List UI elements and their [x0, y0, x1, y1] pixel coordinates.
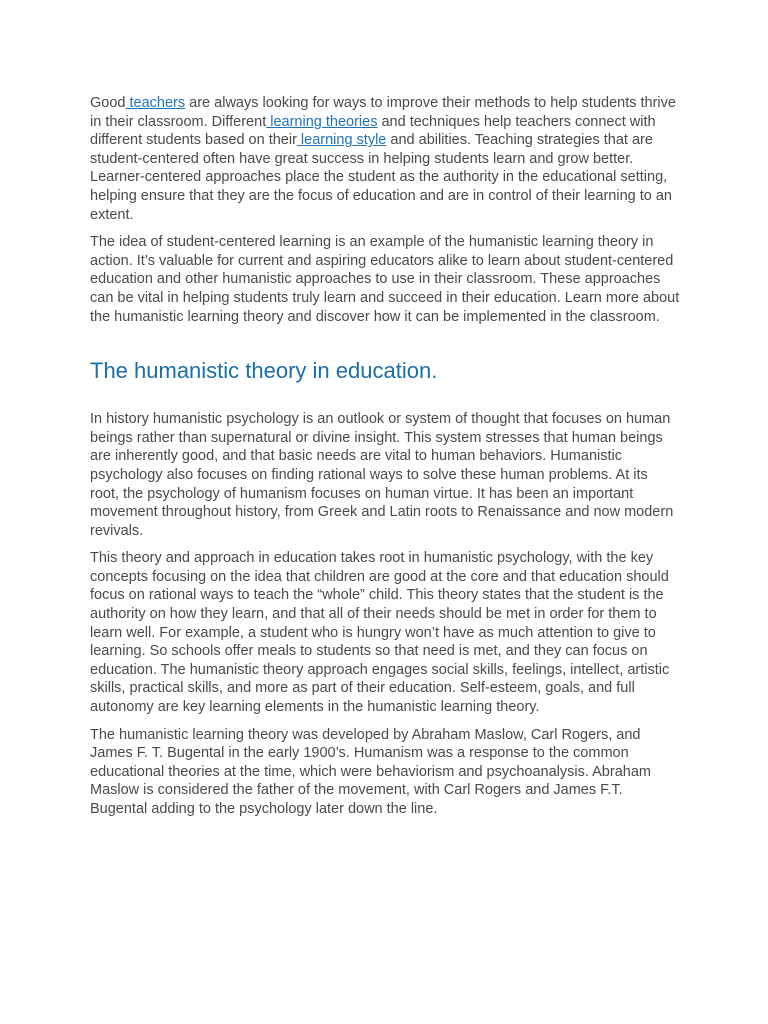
section-heading: The humanistic theory in education. — [90, 358, 438, 384]
teachers-link[interactable]: teachers — [125, 95, 186, 111]
intro-text-4: and abilities. Teaching strategies that are student-centered often have great success in helping students learn and grow better. Learner-centered approaches place the student as the authority in the educational setting, helping ensure that they are the focus of education and are in control of their learning to an extent. — [90, 132, 672, 223]
body-paragraph-3: The humanistic learning theory was developed by Abraham Maslow, Carl Rogers, and James F. T. Bugental in the early 1900’s. Humanism was a response to the common educational theories at the time, which were behaviorism and psychoanalysis. Abraham Maslow is considered the father of the movement, with Carl Rogers and James F.T. Bugental adding to the psychology later down the line. — [90, 726, 651, 817]
body-paragraph-1: In history humanistic psychology is an outlook or system of thought that focuses on human beings rather than supernatural or divine insight. This system stresses that human beings are inherently good, and that basic needs are vital to human behaviors. Humanistic psychology also focuses on finding rational ways to solve these human problems. At its root, the psychology of humanism focuses on human virtue. It has been an important movement throughout history, from Greek and Latin roots to Renaissance and now modern revivals. — [90, 411, 674, 539]
intro-paragraph-2: The idea of student-centered learning is an example of the humanistic learning theory in action. It’s valuable for current and aspiring educators alike to learn about student-centered education and other humanistic approaches to use in their classroom. These approaches can be vital in helping students truly learn and succeed in their education. Learn more about the humanistic learning theory and discover how it can be implemented in the classroom. — [90, 234, 680, 325]
learning-theories-link[interactable]: learning theories — [266, 113, 378, 130]
intro-text-2: are always looking for ways to improve their methods to help students thrive in their classroom. Different — [90, 95, 676, 130]
intro-text-1: Good — [90, 95, 126, 111]
document-content — [90, 94, 680, 828]
body-paragraph-2: This theory and approach in education takes root in humanistic psychology, with the key concepts focusing on the idea that children are good at the core and that education should focus on rational ways to teach the “whole” child. This theory states that the student is the authority on how they learn, and that all of their needs should be met in order for them to learn well. For example, a student who is hungry won’t have as much attention to give to learning. So schools offer meals to students so that need is met, and they can focus on education. The humanistic theory approach engages social skills, feelings, intellect, artistic skills, practical skills, and more as part of their education. Self-esteem, goals, and full autonomy are key learning elements in the humanistic learning theory. — [90, 550, 670, 716]
intro-text-3: and techniques help teachers connect with different students based on their — [90, 113, 656, 149]
intro-paragraph-1 — [90, 94, 680, 224]
learning-style-link[interactable]: learning style — [296, 132, 387, 149]
